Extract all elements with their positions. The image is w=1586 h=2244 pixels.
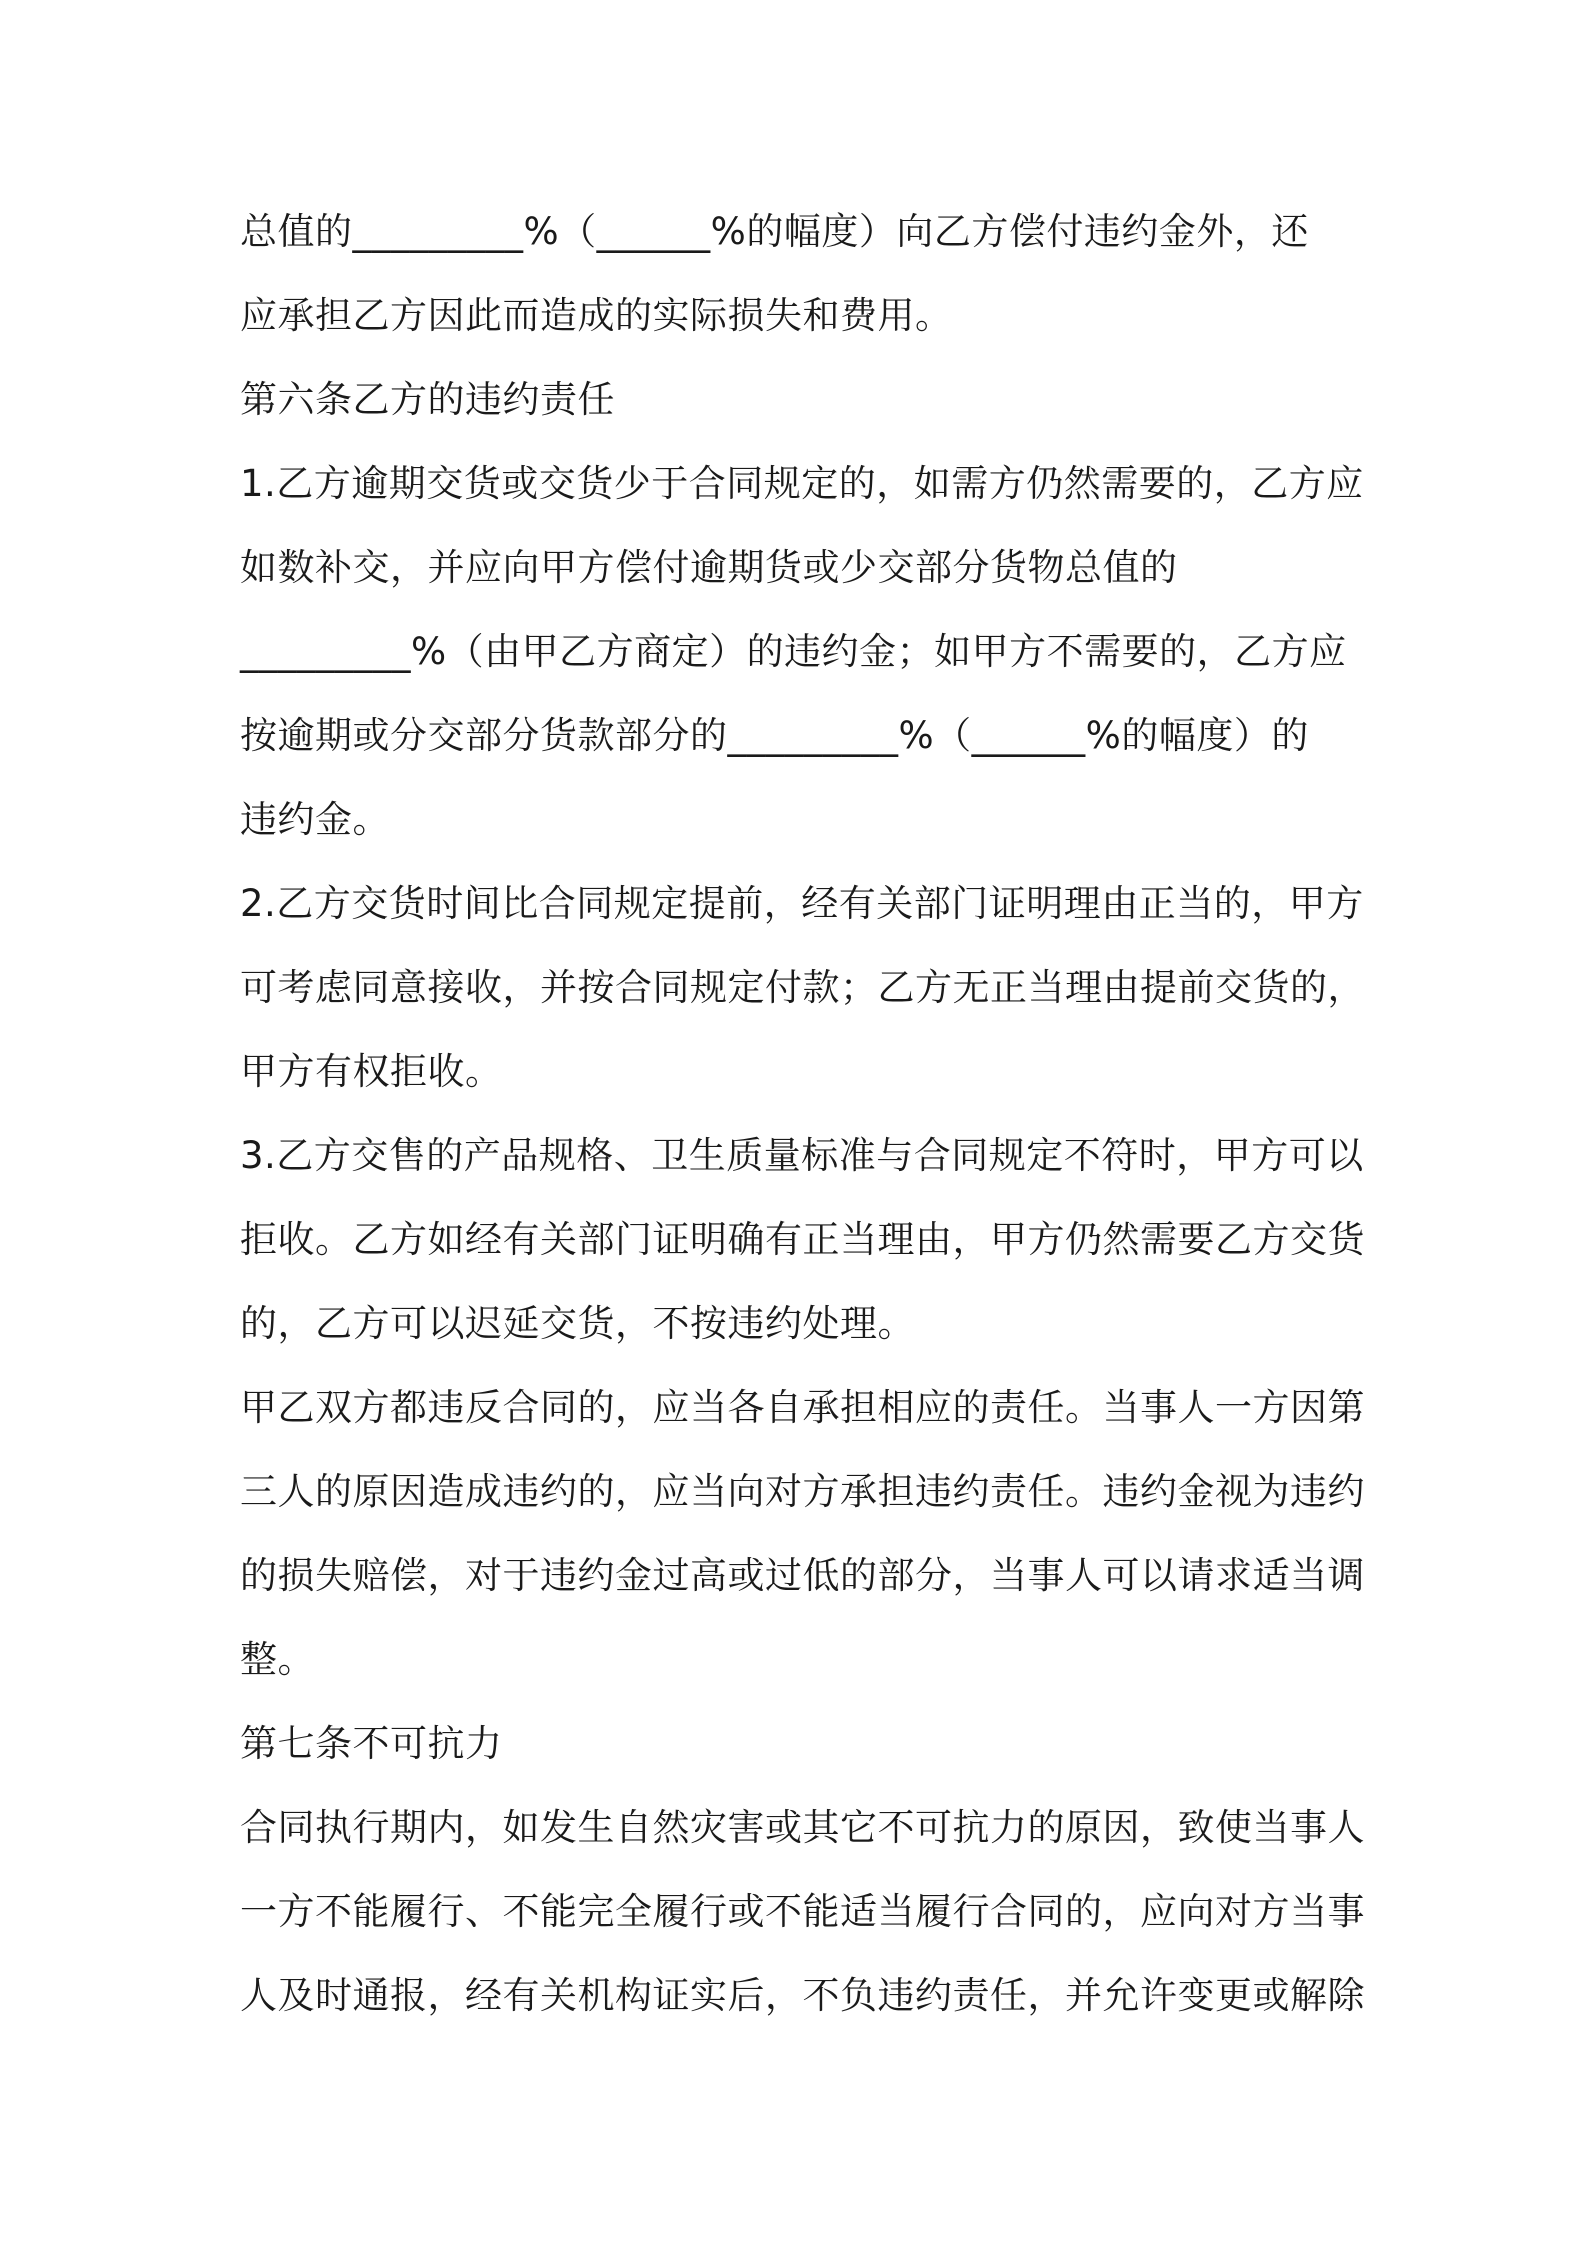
text-line: 一方不能履行、不能完全履行或不能适当履行合同的，应向对方当事 [240,1890,1365,1933]
text-line: 整。 [240,1638,315,1681]
text-line: 人及时通报，经有关机构证实后，不负违约责任，并允许变更或解除 [240,1974,1365,2017]
text-line: 总值的_________%（______%的幅度）向乙方偿付违约金外，还 [240,210,1309,253]
text-line: 1.乙方逾期交货或交货少于合同规定的，如需方仍然需要的，乙方应 [240,462,1364,505]
text-line: 2.乙方交货时间比合同规定提前，经有关部门证明理由正当的，甲方 [240,882,1364,925]
text-line: 三人的原因造成违约的，应当向对方承担违约责任。违约金视为违约 [240,1470,1365,1513]
text-line: 3.乙方交售的产品规格、卫生质量标准与合同规定不符时，甲方可以 [240,1134,1364,1177]
section-heading: 第六条乙方的违约责任 [240,378,615,421]
text-line: 拒收。乙方如经有关部门证明确有正当理由，甲方仍然需要乙方交货 [240,1218,1365,1261]
text-line: _________%（由甲乙方商定）的违约金；如甲方不需要的，乙方应 [240,630,1347,673]
text-line: 如数补交，并应向甲方偿付逾期货或少交部分货物总值的 [240,546,1178,589]
text-line: 的，乙方可以迟延交货，不按违约处理。 [240,1302,915,1345]
text-line: 可考虑同意接收，并按合同规定付款；乙方无正当理由提前交货的， [240,966,1365,1009]
section-heading: 第七条不可抗力 [240,1722,503,1765]
text-line: 甲乙双方都违反合同的，应当各自承担相应的责任。当事人一方因第 [240,1386,1365,1429]
text-line: 合同执行期内，如发生自然灾害或其它不可抗力的原因，致使当事人 [240,1806,1365,1849]
text-line: 违约金。 [240,798,390,841]
text-line: 的损失赔偿，对于违约金过高或过低的部分，当事人可以请求适当调 [240,1554,1365,1597]
document-page [240,190,1365,2038]
text-line: 应承担乙方因此而造成的实际损失和费用。 [240,294,953,337]
text-line: 按逾期或分交部分货款部分的_________%（______%的幅度）的 [240,714,1309,757]
text-line: 甲方有权拒收。 [240,1050,503,1093]
